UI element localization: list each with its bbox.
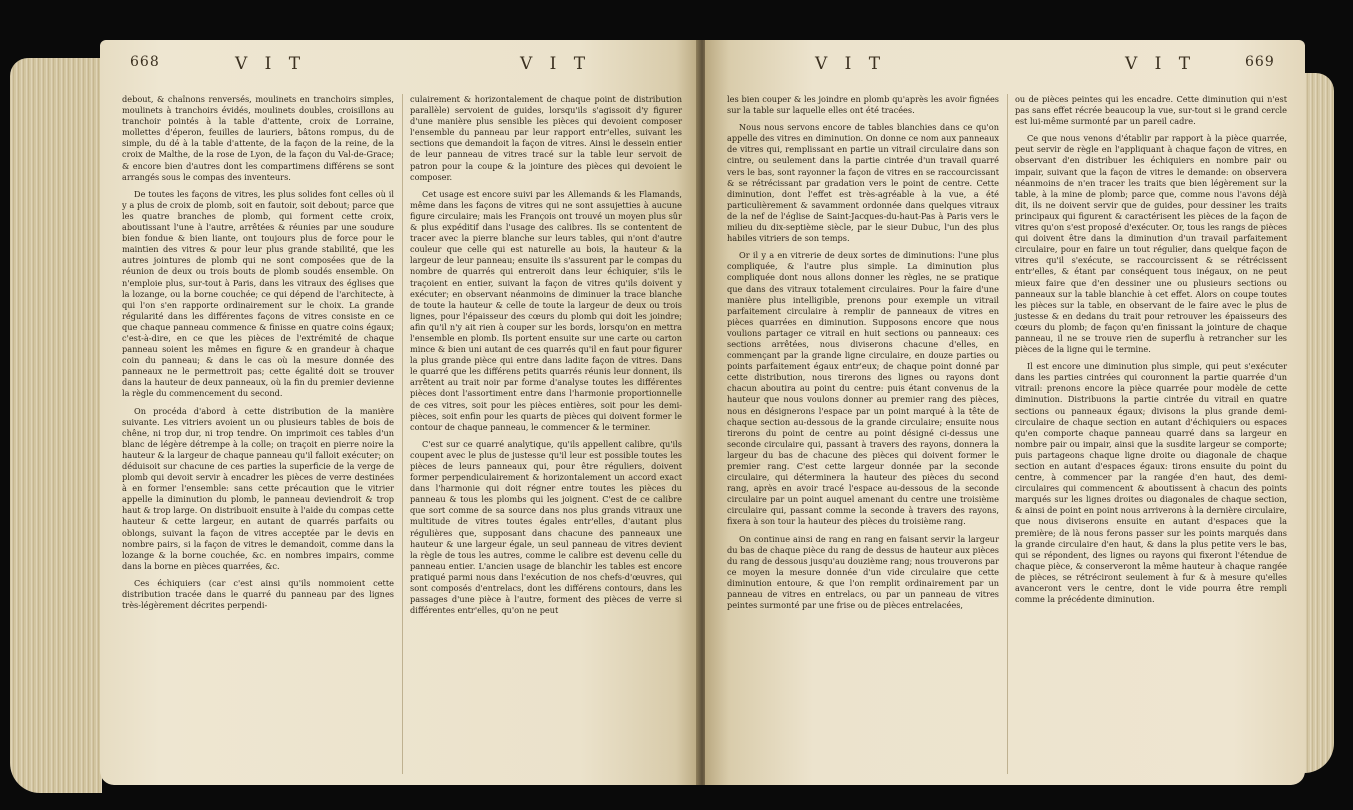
right-page	[705, 40, 1305, 785]
column-rule	[402, 94, 403, 774]
left-running-head-2: V I T	[520, 54, 592, 74]
open-book	[60, 18, 1300, 808]
paragraph: Cet usage est encore suivi par les Allemands & les Flamands, même dans les façons de vitres qui ne sont assujetties à aucune figure circulaire; mais les François ont trouvé un moyen plus sûr & plus expéditif dans l'usage des calibres. Ils se contentent de tracer avec la pierre blanche sur leurs tables, qui n'ont d'autre couleur que celle qui est naturelle au bois, la hauteur & la largeur de leur panneau; ensuite ils s'assurent par le compas du nombre de quarrés qui entreroit dans leur échiquier, s'ils le traçoient en entier, suivant la façon de vitres qu'ils doivent y exécuter; en observant néanmoins de diminuer la trace blanche de toute la hauteur & celle de toute la largeur de deux ou trois lignes, pour l'épaisseur des cœurs du plomb qui doit les joindre; afin qu'il n'y ait rien à couper sur les bords, lorsqu'on en mettra l'ensemble en plomb. Ils portent ensuite sur une carte ou carton mince & bien uni autant de ces quarrés qu'il en faut pour figurer la plus grande pièce qui entre dans ladite façon de vitres. Dans le quarré que les différens petits quarrés réunis leur donnent, ils arrêtent au trait noir par forme d'analyse toutes les différentes pièces dont l'assortiment entre dans l'harmonie proportionnelle de ces vitres, soit pour les pièces entières, soit pour les demi-pièces, soit enfin pour les quarts de pièces qui doivent former le contour de chaque panneau, le commencer & le terminer.	[410, 188, 682, 432]
paragraph: On continue ainsi de rang en rang en faisant servir la largeur du bas de chaque pièce du rang de dessus de hauteur aux pièces du rang de dessous jusqu'au douzième rang; nous trouverons par ce moyen la mesure donnée d'un vide circulaire que cette diminution entoure, & que l'on remplit ordinairement par un panneau de vitres en entrelacs, ou par un panneau de vitres peintes surmonté par une frise ou de pièces entrelacées,	[727, 533, 999, 611]
column-rule	[1007, 94, 1008, 774]
right-column-1	[727, 94, 999, 617]
paragraph: On procéda d'abord à cette distribution de la manière suivante. Les vitriers avoient un ou plusieurs tables de bois de chêne, ni trop dur, ni trop tendre. On imprimoit ces tables d'un blanc de légère détrempe à la colle; on traçoit en pierre noire la hauteur & la largeur de chaque panneau qu'il falloit exécuter; on déduisoit sur chacune de ces parties la superficie de la verge de plomb qui devoit servir à encadrer les pièces de verre destinées à en former l'ensemble: sans cette précaution que le vitrier appelle la diminution du plomb, le panneau deviendroit & trop haut & trop large. On distribuoit ensuite à l'aide du compas cette hauteur & cette largeur, en autant de quarrés parfaits ou oblongs, suivant la façon de vitres acceptée par le devis en nombre pairs, si la façon de vitres le demandoit, comme dans la lozange & la borne couchée, &c. en nombres impairs, comme dans la borne en pièces quarrées, &c.	[122, 405, 394, 571]
paragraph: C'est sur ce quarré analytique, qu'ils appellent calibre, qu'ils coupent avec le plus de justesse qu'il leur est possible toutes les pièces de leurs panneaux qui, pour être réguliers, doivent former perpendiculairement & horizontalement un accord exact dans l'harmonie qui doit régner entre toutes les pièces du panneau & tous les plombs qui les joignent. C'est de ce calibre que sort comme de sa source dans nos plus grands vitraux une multitude de vitres toutes égales entr'elles, d'autant plus régulières que, supposant dans chacune des panneaux une hauteur & une largeur égale, un seul panneau de vitres devient la règle de tous les autres, comme le calibre est devenu celle du panneau entier. L'ancien usage de blanchir les tables est encore pratiqué parmi nous dans l'exécution de nos chefs-d'œuvres, qui sont composés d'entrelacs, dont les différens contours, dans les passages d'une pièce à l'autre, forment des pièces de verre si différentes entr'elles, qu'on ne peut	[410, 438, 682, 616]
left-page	[100, 40, 700, 785]
right-running-head-1: V I T	[815, 54, 887, 74]
paragraph: Or il y a en vitrerie de deux sortes de diminutions: l'une plus compliquée, & l'autre plus simple. La diminution plus compliquée dont nous allons donner les règles, ne se pratique que dans des vitraux totalement circulaires. Pour la faire d'une manière plus intelligible, prenons pour exemple un vitrail parfaitement circulaire à remplir de panneaux de vitres en pièces quarrées en diminution. Supposons encore que nous voulions partager ce vitrail en huit sections ou panneaux: ces sections arrêtées, nous diviserons chacune d'elles, en commençant par la grande ligne circulaire, en douze parties ou points parfaitement égaux entr'eux; de chaque point donné par cette distribution, nous tirerons des lignes ou rayons dont chacun aboutira au point du centre: puis étant convenus de la hauteur que nous voulons donner au premier rang des pièces, nous en désignerons l'espace par un point marqué à la tête de chaque section au-dessous de la grande circulaire; ensuite nous tirerons du point de centre au point désigné ci-dessus une seconde circulaire qui, passant à travers des rayons, donnera la largeur du bas de chacune des pièces qui doivent former le premier rang. C'est cette largeur donnée par la seconde circulaire, qui déterminera la hauteur des pièces du second rang, après en avoir tracé l'espace au-dessous de la seconde circulaire par un point auquel amenant du centre une troisième circulaire qui, passant comme la seconde à travers des rayons, fixera à son tour la hauteur des pièces du troisième rang.	[727, 250, 999, 527]
paragraph: Ces échiquiers (car c'est ainsi qu'ils nommoient cette distribution tracée dans le quarré du panneau par des lignes très-légèrement décrites perpendi-	[122, 577, 394, 611]
left-column-2	[410, 94, 682, 622]
paragraph: les bien couper & les joindre en plomb qu'après les avoir fignées sur la table sur laquelle elles ont été tracées.	[727, 94, 999, 116]
paragraph: debout, & chaînons renversés, moulinets en tranchoirs simples, moulinets à tranchoirs évidés, moulinets doubles, croisillons au tranchoir pointés à la table d'attente, croix de Lorraine, mollettes d'éperon, feuilles de lauriers, bâtons rompus, du de simple, du dé à la table d'attente, de la façon de la reine, de la croix de Malthe, de la rose de Lyon, de la façon du Val-de-Grace; & encore bien d'autres dont les compartimens différens se sont arrangés sous le compas des inventeurs.	[122, 94, 394, 182]
paragraph: Nous nous servons encore de tables blanchies dans ce qu'on appelle des vitres en diminution. On donne ce nom aux panneaux de vitres qui, remplissant en partie un vitrail circulaire dans son cintre, ou seulement dans la partie cintrée d'un travail quarré vers le bas, sont rayonner la façon de vitres en se raccourcissant & se rétrécissant par gradation vers le point de centre. Cette diminution, dont l'effet est très-agréable à la vue, a été particulièrement & savamment ordonnée dans quelques vitraux de la nef de l'église de Saint-Jacques-du-haut-Pas à Paris vers le milieu du dix-septième siècle, par le sieur Dubuc, l'un des plus habiles vitriers de son temps.	[727, 122, 999, 244]
left-page-number: 668	[130, 54, 160, 70]
paragraph: De toutes les façons de vitres, les plus solides font celles où il y a plus de croix de plomb, soit en fautoir, soit debout; parce que les quatre branches de plomb, qui forment cette croix, aboutissant l'une à l'autre, arrêtées & réunies par une soudure bien fondue & bien liante, ont toujours plus de force pour le maintien des vitres & pour leur plus grande stabilité, que les autres jointures de plomb qui ne sont composées que de la réunion de deux ou trois bouts de plomb soudés ensemble. On n'emploie plus, sur-tout à Paris, dans les vitraux des églises que la lozange, ou la borne couchée; ce qui dépend de l'architecte, à qui l'on s'en rapporte ordinairement sur le choix. La grande régularité dans les différentes façons de vitres consiste en ce que chaque panneau commence & finisse en quatre coins égaux; c'est-à-dire, en ce que les pièces de l'extrémité de chaque panneau soient les mêmes en figure & en grandeur à chaque coin du panneau; & dans le cas où la mesure donnée des panneaux ne le permettroit pas; cette égalité doit se trouver dans la hauteur de deux panneaux, où la fin du premier devienne la règle du commencement du second.	[122, 188, 394, 399]
left-page-edges	[10, 58, 102, 793]
left-column-1	[122, 94, 394, 617]
paragraph: Il est encore une diminution plus simple, qui peut s'exécuter dans les parties cintrées qui couronnent la partie quarrée d'un vitrail: prenons encore la pièce quarrée pour modèle de cette diminution. Distribuons la partie cintrée du vitrail en quatre sections ou panneaux égaux; divisons la plus grande demi-circulaire de chaque section en autant d'échiquiers ou espaces qu'en comporte chaque panneau quarré dans sa largeur en nombre pair ou impair, ainsi que la susdite largeur se comporte; puis partageons chaque ligne droite ou diagonale de chaque section en autant d'espaces égaux: tirons ensuite du point du centre, à commencer par la rangée d'en haut, des demi-circulaires qui commencent & aboutissent à chacun des points marqués sur les lignes droites ou diagonales de chaque section, & ainsi de point en point nous arriverons à la dernière circulaire, que nous diviserons ensuite en autant d'espaces que la première; de là nous ferons passer sur les points marqués dans la grande circulaire d'en haut, & dans la plus petite vers le bas, qui se répondent, des lignes ou rayons qui fixeront l'étendue de chaque pièce, & conserveront la même hauteur à chaque rangée de pièces, se rétréciront seulement à fur & à mesure qu'elles avanceront vers le centre, dont le vide pourra être rempli comme la précédente diminution.	[1015, 361, 1287, 605]
right-running-head-2: V I T	[1125, 54, 1197, 74]
right-column-2	[1015, 94, 1287, 611]
paragraph: ou de pièces peintes qui les encadre. Cette diminution qui n'est pas sans effet récrée beaucoup la vue, sur-tout si le grand cercle est lui-même surmonté par un pareil cadre.	[1015, 94, 1287, 127]
paragraph: Ce que nous venons d'établir par rapport à la pièce quarrée, peut servir de règle en l'appliquant à chaque façon de vitres, en observant d'en distribuer les échiquiers en nombre pair ou impair, suivant que la façon de vitres le demande: on observera néanmoins de n'en tracer les traits que bien légèrement sur la table, à la mine de plomb; parce que, comme nous l'avons déjà dit, ils ne doivent servir que de guides, pour dessiner les traits principaux qui figurent & caractérisent les pièces de la façon de vitres qu'on s'est proposé d'exécuter. Or, tous les rangs de pièces qui doivent être dans la diminution d'un travail parfaitement circulaire, pour en faire un tout régulier, dans quelque façon de vitres qu'il s'exécute, se raccourcissent & se rétrécissent entr'elles, & étant par conséquent tous inégaux, on ne peut mieux faire que d'en dessiner une ou plusieurs sections ou panneaux sur la table blanchie à cet effet. Alors on coupe toutes les pièces sur la table, en observant de le faire avec le plus de justesse & en dedans du trait pour retrouver les épaisseurs des cœurs du plomb; de façon qu'en finissant la jointure de chaque panneau, il ne se trouve rien de superflu à retrancher sur les pièces de la ligne qui le termine.	[1015, 133, 1287, 355]
paragraph: culairement & horizontalement de chaque point de distribution parallèle) servoient de guides, lorsqu'ils s'agissoit d'y figurer d'une manière plus sensible les pièces qui devoient composer l'ensemble du panneau par leur rapport entr'elles, suivant les sections que demandoit la façon de vitres. Ainsi le dessein entier de leur panneau de vitres tracé sur la table leur servoit de patron pour la coupe & la jointure des pièces qui devoient le composer.	[410, 94, 682, 182]
left-running-head-1: V I T	[235, 54, 307, 74]
right-page-number: 669	[1245, 54, 1275, 70]
